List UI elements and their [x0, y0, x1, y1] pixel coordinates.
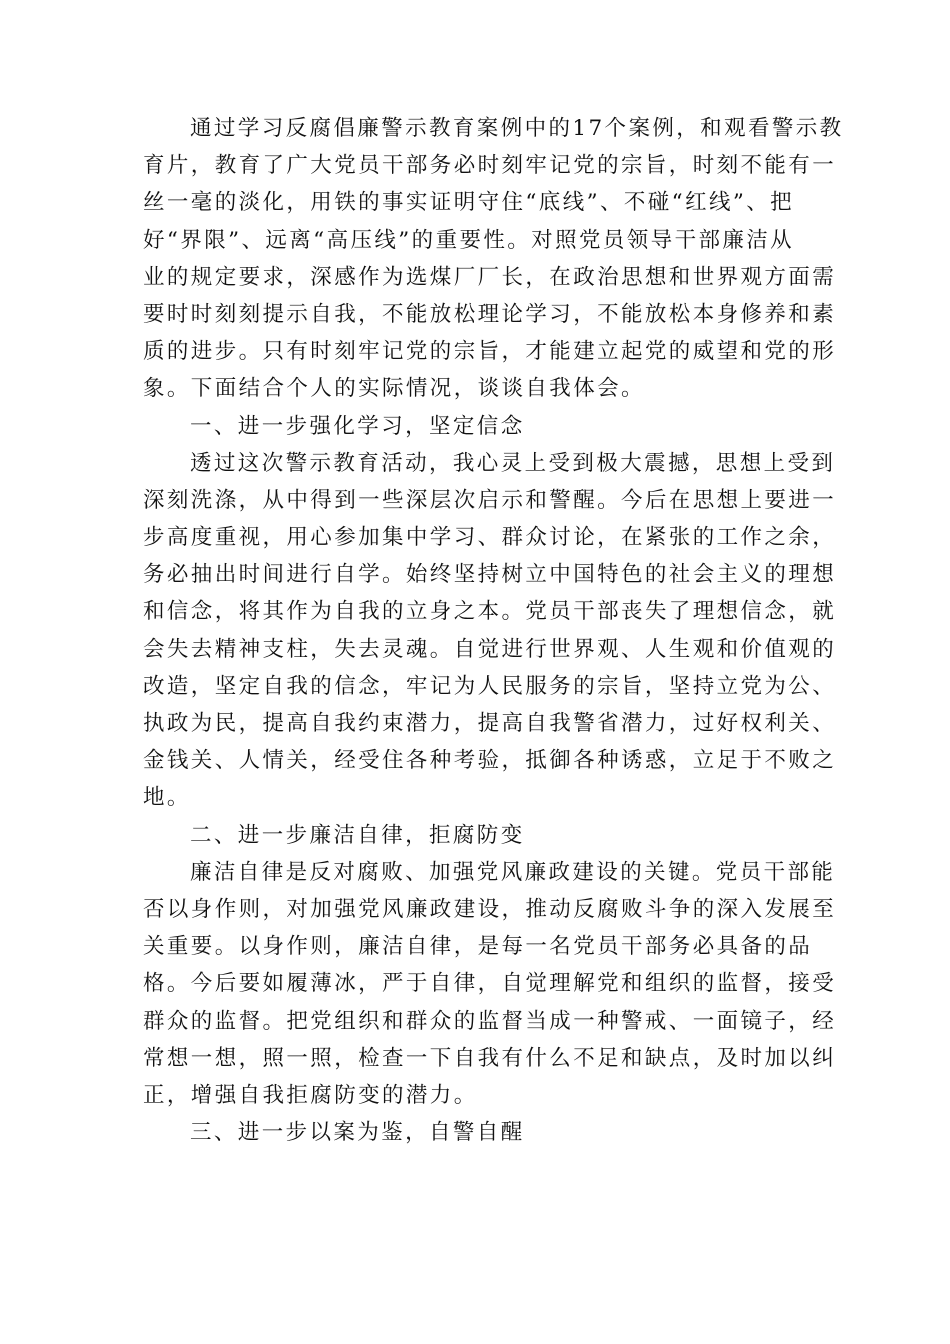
- text-line: 要时时刻刻提示自我，不能放松理论学习，不能放松本身修养和素: [143, 301, 837, 327]
- section-heading-2: 二、进一步廉洁自律，拒腐防变: [190, 822, 525, 848]
- text-line: 好“界限”、远离“高压线”的重要性。对照党员领导干部廉洁从: [143, 227, 795, 253]
- text-line: 丝一毫的淡化，用铁的事实证明守住“底线”、不碰“红线”、把: [143, 190, 795, 216]
- text-line: 会失去精神支柱，失去灵魂。自觉进行世界观、人生观和价值观的: [143, 636, 837, 662]
- text-line: 育片，教育了广大党员干部务必时刻牢记党的宗旨，时刻不能有一: [143, 153, 837, 179]
- text-line: 质的进步。只有时刻牢记党的宗旨，才能建立起党的威望和党的形: [143, 339, 837, 365]
- text-line: 象。下面结合个人的实际情况，谈谈自我体会。: [143, 376, 645, 402]
- text-line: 深刻洗涤，从中得到一些深层次启示和警醒。今后在思想上要进一: [143, 487, 837, 513]
- intro-paragraph: [143, 110, 844, 408]
- text-line: 业的规定要求，深感作为选煤厂厂长，在政治思想和世界观方面需: [143, 264, 837, 290]
- text-line: 地。: [143, 785, 191, 811]
- text-line: 格。今后要如履薄冰，严于自律，自觉理解党和组织的监督，接受: [143, 971, 837, 997]
- text-line: 透过这次警示教育活动，我心灵上受到极大震撼，思想上受到: [190, 450, 836, 476]
- section-1-paragraph: [143, 445, 837, 817]
- text-line: 群众的监督。把党组织和群众的监督当成一种警戒、一面镜子，经: [143, 1008, 837, 1034]
- document-body: [143, 110, 844, 1151]
- text-line: 常想一想，照一照，检查一下自我有什么不足和缺点，及时加以纠: [143, 1045, 837, 1071]
- section-heading-1: 一、进一步强化学习，坚定信念: [190, 413, 525, 439]
- text-line: 关重要。以身作则，廉洁自律，是每一名党员干部务必具备的品: [143, 934, 813, 960]
- text-line: 改造，坚定自我的信念，牢记为人民服务的宗旨，坚持立党为公、: [143, 673, 837, 699]
- text-line: 和信念，将其作为自我的立身之本。党员干部丧失了理想信念，就: [143, 599, 837, 625]
- section-heading-3: 三、进一步以案为鉴，自警自醒: [190, 1120, 525, 1146]
- section-2-paragraph: [143, 854, 837, 1114]
- text-line: 通过学习反腐倡廉警示教育案例中的17个案例，和观看警示教: [190, 116, 844, 141]
- text-line: 金钱关、人情关，经受住各种考验，抵御各种诱惑，立足于不败之: [143, 748, 837, 774]
- text-line: 务必抽出时间进行自学。始终坚持树立中国特色的社会主义的理想: [143, 562, 837, 588]
- text-line: 廉洁自律是反对腐败、加强党风廉政建设的关键。党员干部能: [190, 859, 836, 885]
- text-line: 正，增强自我拒腐防变的潜力。: [143, 1082, 478, 1108]
- text-line: 步高度重视，用心参加集中学习、群众讨论，在紧张的工作之余，: [143, 525, 837, 551]
- text-line: 否以身作则，对加强党风廉政建设，推动反腐败斗争的深入发展至: [143, 896, 837, 922]
- text-line: 执政为民，提高自我约束潜力，提高自我警省潜力，过好权利关、: [143, 711, 837, 736]
